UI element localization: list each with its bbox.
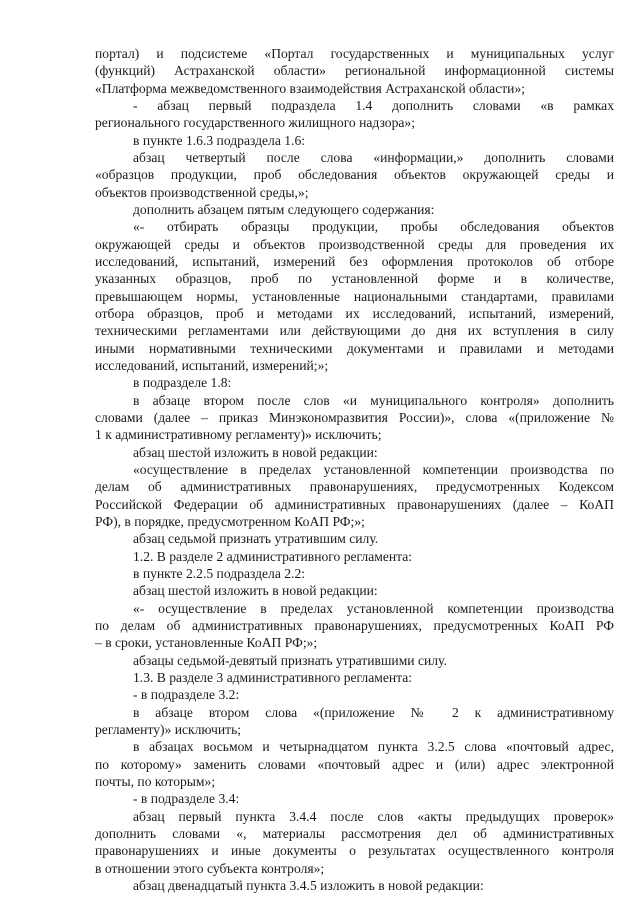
text-line: - в подразделе 3.2: bbox=[133, 687, 240, 703]
text-line: в абзаце втором слова «(приложение № 2 к административному bbox=[133, 704, 614, 720]
text-line: исследований, испытаний, измерений;»; bbox=[95, 358, 329, 373]
text-line: Российской Федерации об административных правонарушениях (далее – КоАП bbox=[95, 496, 614, 512]
text-line: иными нормативными техническими документами и правилами и методами bbox=[95, 340, 614, 356]
text-line: 1 к административному регламенту)» исключить; bbox=[95, 427, 382, 443]
text-line: 1.2. В разделе 2 административного регламента: bbox=[133, 548, 413, 564]
text-line: дополнить словами «, материалы рассмотрения дел об административных bbox=[95, 826, 614, 841]
text-line: (функций) Астраханской области» региональной информационной системы bbox=[95, 63, 614, 79]
text-line: в пункте 1.6.3 подраздела 1.6: bbox=[133, 132, 306, 148]
text-line: в пункте 2.2.5 подраздела 2.2: bbox=[133, 566, 306, 581]
text-line: делам об административных правонарушениях, предусмотренных Кодексом bbox=[95, 479, 614, 495]
text-line: «осуществление в пределах установленной компетенции производства по bbox=[133, 462, 614, 477]
text-line: 1.3. В разделе 3 административного регламента: bbox=[133, 670, 413, 685]
text-line: абзац седьмой признать утратившим силу. bbox=[133, 531, 379, 547]
text-line: указанных образцов, проб по установленной форме и в количестве, bbox=[95, 271, 614, 287]
text-line: превышающем нормы, установленные национальными стандартами, правилами bbox=[95, 288, 614, 304]
text-line: объектов производственной среды,»; bbox=[95, 184, 309, 200]
text-line: по которому» заменить словами «почтовый адрес и (или) адрес электронной bbox=[95, 756, 614, 772]
text-line: словами (далее – приказ Минэкономразвития России)», слова «(приложение № bbox=[95, 410, 614, 425]
text-line: - в подразделе 3.4: bbox=[133, 791, 240, 807]
text-line: по делам об административных правонарушениях, предусмотренных КоАП РФ bbox=[95, 618, 614, 633]
text-line: регламенту)» исключить; bbox=[95, 722, 242, 737]
text-line: в абзаце втором после слов «и муниципального контроля» дополнить bbox=[133, 392, 614, 408]
text-line: правонарушениях и иные документы о результатах осуществленного контроля bbox=[95, 843, 614, 859]
text-line: «- отбирать образцы продукции, пробы обследования объектов bbox=[133, 219, 614, 235]
text-line: в подразделе 1.8: bbox=[133, 375, 232, 391]
text-line: исследований, испытаний, измерений без оформления протоколов об отборе bbox=[95, 254, 614, 269]
text-line: техническими регламентами или действующими до дня их вступления в силу bbox=[95, 323, 614, 339]
text-line: отбора образцов, проб и методами их исследований, испытаний, измерений, bbox=[95, 306, 614, 321]
text-line: «образцов продукции, проб обследования объектов окружающей среды и bbox=[95, 167, 614, 183]
text-line: абзац первый пункта 3.4.4 после слов «акты предыдущих проверок» bbox=[133, 808, 614, 824]
text-line: РФ), в порядке, предусмотренном КоАП РФ;»; bbox=[95, 514, 365, 529]
text-line: «- осуществление в пределах установленной компетенции производства bbox=[133, 600, 614, 616]
text-line: абзацы седьмой-девятый признать утратившими силу. bbox=[133, 652, 447, 668]
text-line: «Платформа межведомственного взаимодействия Астраханской области»; bbox=[95, 80, 526, 96]
text-line: окружающей среды и объектов производственной среды для проведения их bbox=[95, 236, 614, 252]
text-line: – в сроки, установленные КоАП РФ;»; bbox=[95, 635, 318, 651]
text-line: абзац шестой изложить в новой редакции: bbox=[133, 583, 378, 599]
text-line: регионального государственного жилищного надзора»; bbox=[95, 115, 416, 131]
text-line: в отношении этого субъекта контроля»; bbox=[95, 860, 325, 876]
text-line: портал) и подсистеме «Портал государственных и муниципальных услуг bbox=[95, 46, 614, 61]
text-line: абзац двенадцатый пункта 3.4.5 изложить в новой редакции: bbox=[133, 878, 484, 893]
text-line: - абзац первый подраздела 1.4 дополнить словами «в рамках bbox=[133, 98, 614, 113]
text-line: абзац шестой изложить в новой редакции: bbox=[133, 444, 378, 460]
text-line: почты, по которым»; bbox=[95, 774, 216, 789]
text-line: абзац четвертый после слова «информации,» дополнить словами bbox=[133, 150, 614, 165]
text-line: в абзацах восьмом и четырнадцатом пункта 3.2.5 слова «почтовый адрес, bbox=[133, 739, 614, 755]
text-line: дополнить абзацем пятым следующего содержания: bbox=[133, 202, 435, 217]
